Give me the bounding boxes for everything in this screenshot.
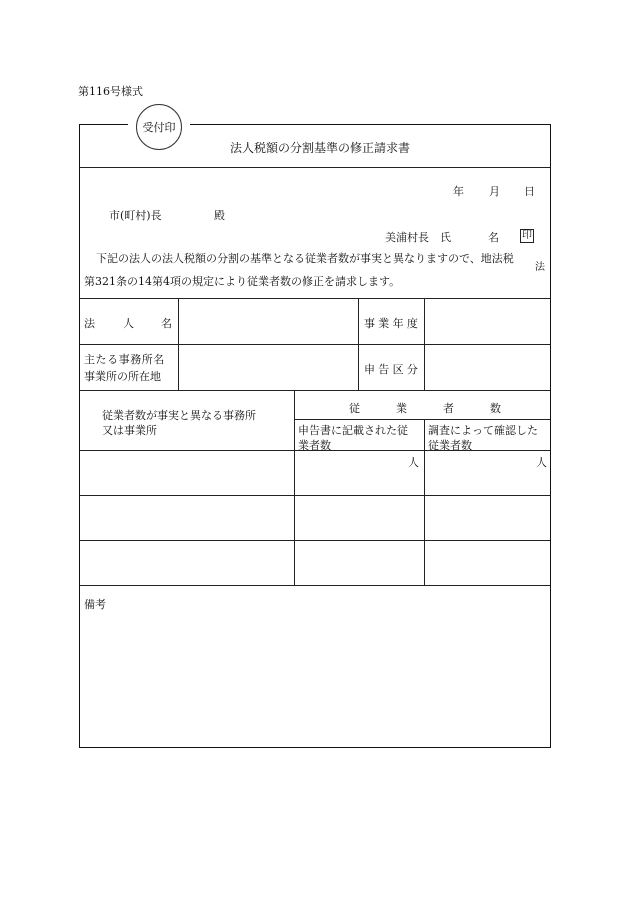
receipt-seal-label: 受付印: [142, 121, 176, 134]
discrepancy-office-label-2: 又は事業所: [102, 424, 157, 437]
row-divider-office: [80, 390, 550, 391]
business-year-label: 事業年度: [364, 317, 422, 330]
body-line-1: 下記の法人の法人税額の分割の基準となる従業者数が事実と異なりますので、地法税: [96, 252, 514, 265]
col-divider-mid-left: [358, 298, 359, 390]
row-divider-3: [80, 540, 550, 541]
employee-count-char-3: 者: [443, 402, 454, 415]
employee-count-char-1: 従: [349, 402, 360, 415]
body-line-2: 第321条の14第4項の規定により従業者数の修正を請求します。: [84, 275, 401, 288]
discrepancy-office-label: 従業者数が事実と異なる事務所: [102, 409, 256, 422]
sender-title: 美浦村長: [385, 231, 429, 244]
reported-count-label: 申告書に記載された従: [298, 424, 408, 437]
form-title: 法人税額の分割基準の修正請求書: [230, 141, 411, 155]
corp-name-char-3: 名: [161, 317, 172, 330]
sender-name-label-1: 氏: [440, 231, 451, 244]
corp-name-char-1: 法: [84, 317, 95, 330]
employee-count-char-2: 業: [396, 402, 407, 415]
corp-name-char-2: 人: [123, 317, 134, 330]
main-office-label: 主たる事務所名: [84, 353, 165, 366]
filing-type-label: 申告区分: [364, 363, 422, 376]
reported-count-label-2: 業者数: [298, 439, 331, 452]
employee-count-char-4: 数: [490, 402, 501, 415]
sender-seal: 印: [522, 230, 532, 241]
title-divider: [80, 167, 550, 168]
date-month: 月: [489, 185, 500, 198]
sender-name-label-2: 名: [488, 231, 499, 244]
remarks-label: 備考: [84, 598, 106, 611]
confirmed-count-label-2: 従業者数: [428, 439, 472, 452]
row-divider-corp: [80, 344, 550, 345]
date-day: 日: [524, 185, 535, 198]
addressee-mayor: 市(町村)長: [109, 209, 162, 222]
office-location-label: 事業所の所在地: [84, 370, 161, 383]
confirmed-count-label: 調査によって確認した: [428, 424, 538, 437]
col-divider-employee-left: [294, 390, 295, 585]
col-divider-mid-right: [424, 298, 425, 390]
reported-unit: 人: [408, 456, 419, 469]
body-overflow-char: 法: [535, 262, 545, 273]
col-divider-employee-right: [424, 419, 425, 585]
col-divider-label: [178, 298, 179, 390]
form-number: 第116号様式: [78, 85, 143, 98]
employee-subheader-divider: [294, 419, 550, 420]
addressee-honorific: 殿: [214, 209, 225, 222]
row-divider-4: [80, 585, 550, 586]
confirmed-unit: 人: [536, 456, 547, 469]
receipt-seal: [136, 104, 182, 150]
row-divider-2: [80, 495, 550, 496]
date-year: 年: [453, 185, 464, 198]
header-divider: [80, 298, 550, 299]
